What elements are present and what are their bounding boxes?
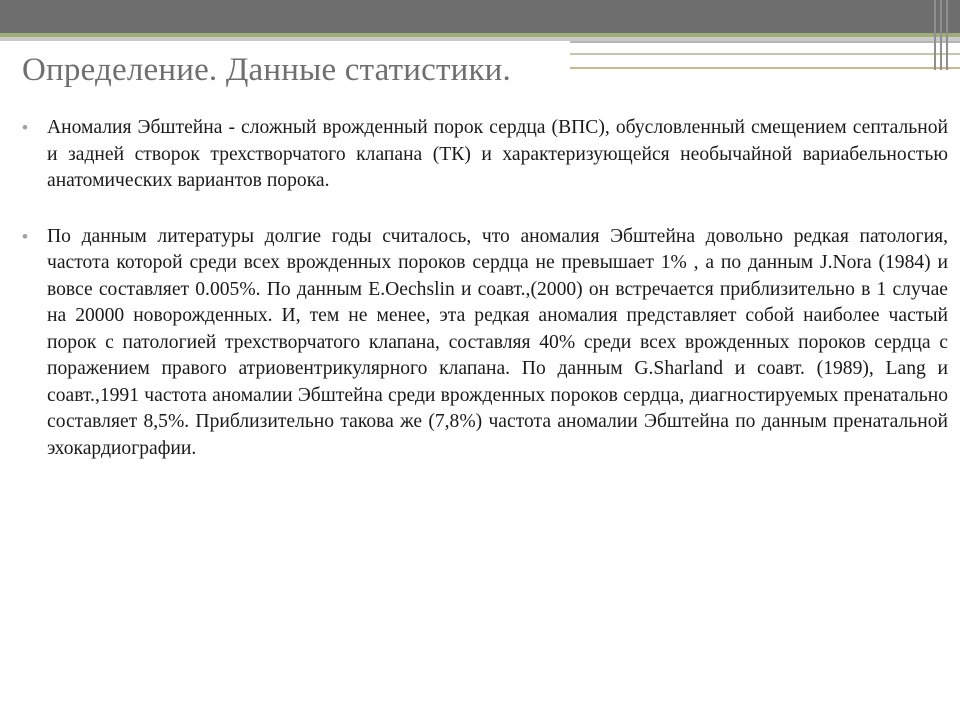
header-band [0, 0, 960, 33]
bullet-icon: • [22, 226, 28, 246]
slide-body [22, 115, 948, 491]
bullet-item-definition [22, 115, 948, 195]
header-step-decoration-lower [570, 55, 960, 69]
header-step-decoration [570, 41, 960, 55]
bullet-icon: • [22, 118, 28, 137]
bullet-text: Аномалия Эбштейна - сложный врожденный порок сердца (ВПС), обусловленный смещением септальной и задней створок трехстворчатого клапана (ТК) и характеризующейся необычайной вариабельностью анатомических вариантов порока. [47, 117, 948, 191]
bullet-item-statistics [22, 224, 948, 463]
corner-stripes-decoration [934, 0, 954, 70]
bullet-text: По данным литературы долгие годы считалось, что аномалия Эбштейна довольно редкая патология, частота которой среди всех врожденных пороков сердца не превышает 1% , а по данным J.Nora (1984) и вовсе составляет 0.005%. По данным E.Oechslin и соавт.,(2000) он встречается приблизительно в 1 случае на 20000 новорожденных. И, тем не менее, эта редкая аномалия представляет собой наиболее частый порок с патологией трехстворчатого клапана, составляя 40% среди всех врожденных пороков сердца с поражением правого атриовентрикулярного клапана. По данным G.Sharland и соавт. (1989), Lang и соавт.,1991 частота аномалии Эбштейна среди врожденных пороков сердца, диагностируемых пренатально составляет 8,5%. Приблизительно такова же (7,8%) частота аномалии Эбштейна по данным пренатальной эхокардиографии. [47, 225, 948, 459]
slide-title: Определение. Данные статистики. [22, 52, 511, 88]
